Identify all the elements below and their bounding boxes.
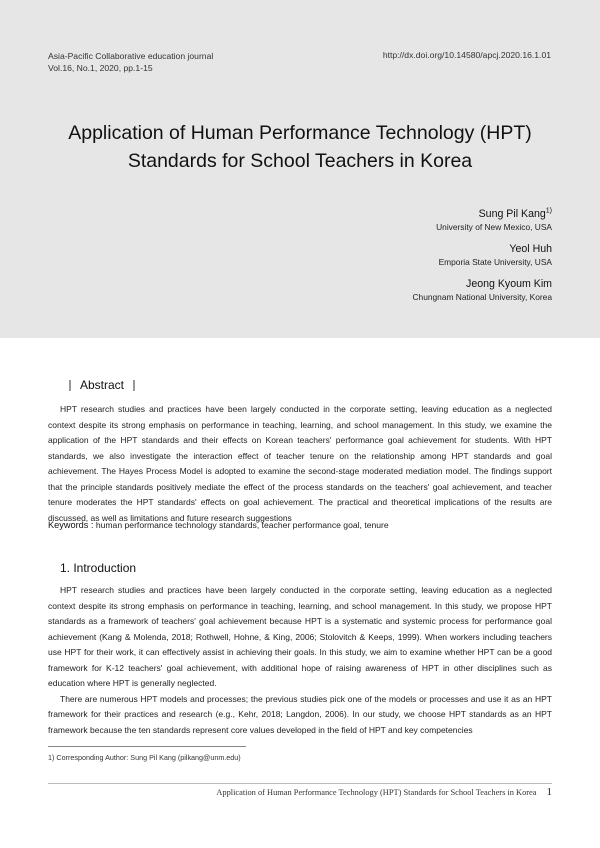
journal-info	[48, 50, 213, 74]
abstract-paragraph: HPT research studies and practices have been largely conducted in the corporate setting, leaving education as a neglected context despite its strong emphasis on performance in teaching, learning, and school management. In this study, we examine the application of the HPT standards and their effects on Korean teachers' performance goal achievement for students. With HPT standards, we also investigate the interaction effect of teacher tenure on the relationship among HPT standards and goal achievement. The Hayes Process Model is adopted to examine the second-stage moderated mediation model. The findings support that the principle standards positively mediate the effect of the process standards on the teachers' goal achievement, and teacher tenure moderates the HPT standards' effects on goal achievement. The practical and theoretical implications of the results are discussed, as well as limitations and future research suggestions	[48, 404, 552, 523]
section-heading-introduction: 1. Introduction	[60, 561, 137, 575]
author-name: Jeong Kyoum Kim	[466, 278, 552, 290]
author-block	[413, 242, 553, 268]
keywords-text: human performance technology standards, teacher performance goal, tenure	[95, 520, 389, 530]
author-list	[413, 207, 553, 312]
author-affiliation: Chungnam National University, Korea	[412, 292, 552, 302]
heading-bar-left	[69, 380, 71, 391]
paper-title	[30, 119, 570, 175]
doi-link[interactable]: http://dx.doi.org/10.14580/apcj.2020.16.1.01	[382, 50, 551, 60]
keywords-label: Keywords :	[48, 520, 94, 530]
footer-rule	[48, 783, 552, 784]
title-line-1: Application of Human Performance Technology (HPT)	[68, 122, 532, 144]
title-line-2: Standards for School Teachers in Korea	[127, 150, 473, 172]
page-footer	[216, 786, 552, 798]
author-affiliation: University of New Mexico, USA	[436, 222, 552, 232]
author-affiliation: Emporia State University, USA	[438, 257, 552, 267]
page-number: 1	[546, 786, 552, 798]
intro-paragraph-1: HPT research studies and practices have been largely conducted in the corporate setting, leaving education as a neglected context despite its strong emphasis on performance in teaching, learning, and school management. In this study, we propose HPT standards as a framework of teachers' goal achievement because HPT is a systematic and systemic process for performance goal achievement (Kang & Molenda, 2018; Rothwell, Hohne, & King, 2006; Stolovitch & Keeps, 1999). When workers including teachers use HPT for their work, it can effectively assist in achieving their goals. In this study, we aim to examine whether HPT can be a good framework for K-12 teachers' goal achievement, with additional hope of raising awareness of HPT in other disciplines such as education where HPT is generally neglected.	[48, 585, 552, 688]
author-name: Yeol Huh	[509, 243, 552, 255]
abstract-heading	[60, 378, 144, 392]
footnote: 1) Corresponding Author: Sung Pil Kang (pilkang@unm.edu)	[48, 753, 241, 762]
author-name: Sung Pil Kang	[478, 208, 546, 220]
abstract-body	[48, 402, 552, 526]
author-footnote-mark: 1)	[545, 207, 552, 215]
introduction-body	[48, 583, 552, 738]
author-block	[413, 207, 553, 233]
keywords	[48, 520, 389, 530]
journal-name: Asia-Pacific Collaborative education journal	[48, 51, 214, 61]
running-title: Application of Human Performance Technology (HPT) Standards for School Teachers in Korea	[216, 787, 537, 797]
journal-volume: Vol.16, No.1, 2020, pp.1-15	[48, 63, 153, 73]
author-block	[413, 277, 553, 303]
abstract-heading-text: Abstract	[80, 378, 125, 392]
intro-paragraph-2: There are numerous HPT models and processes; the previous studies pick one of the models or processes and use it as an HPT framework for their practices and research (e.g., Kehr, 2018; Langdon, 2006). In our study, we choose HPT standards as an HPT framework because the ten standards represent core values developed in the field of HPT and key competencies	[48, 693, 552, 735]
footnote-rule	[48, 746, 246, 747]
heading-bar-right	[133, 380, 135, 391]
